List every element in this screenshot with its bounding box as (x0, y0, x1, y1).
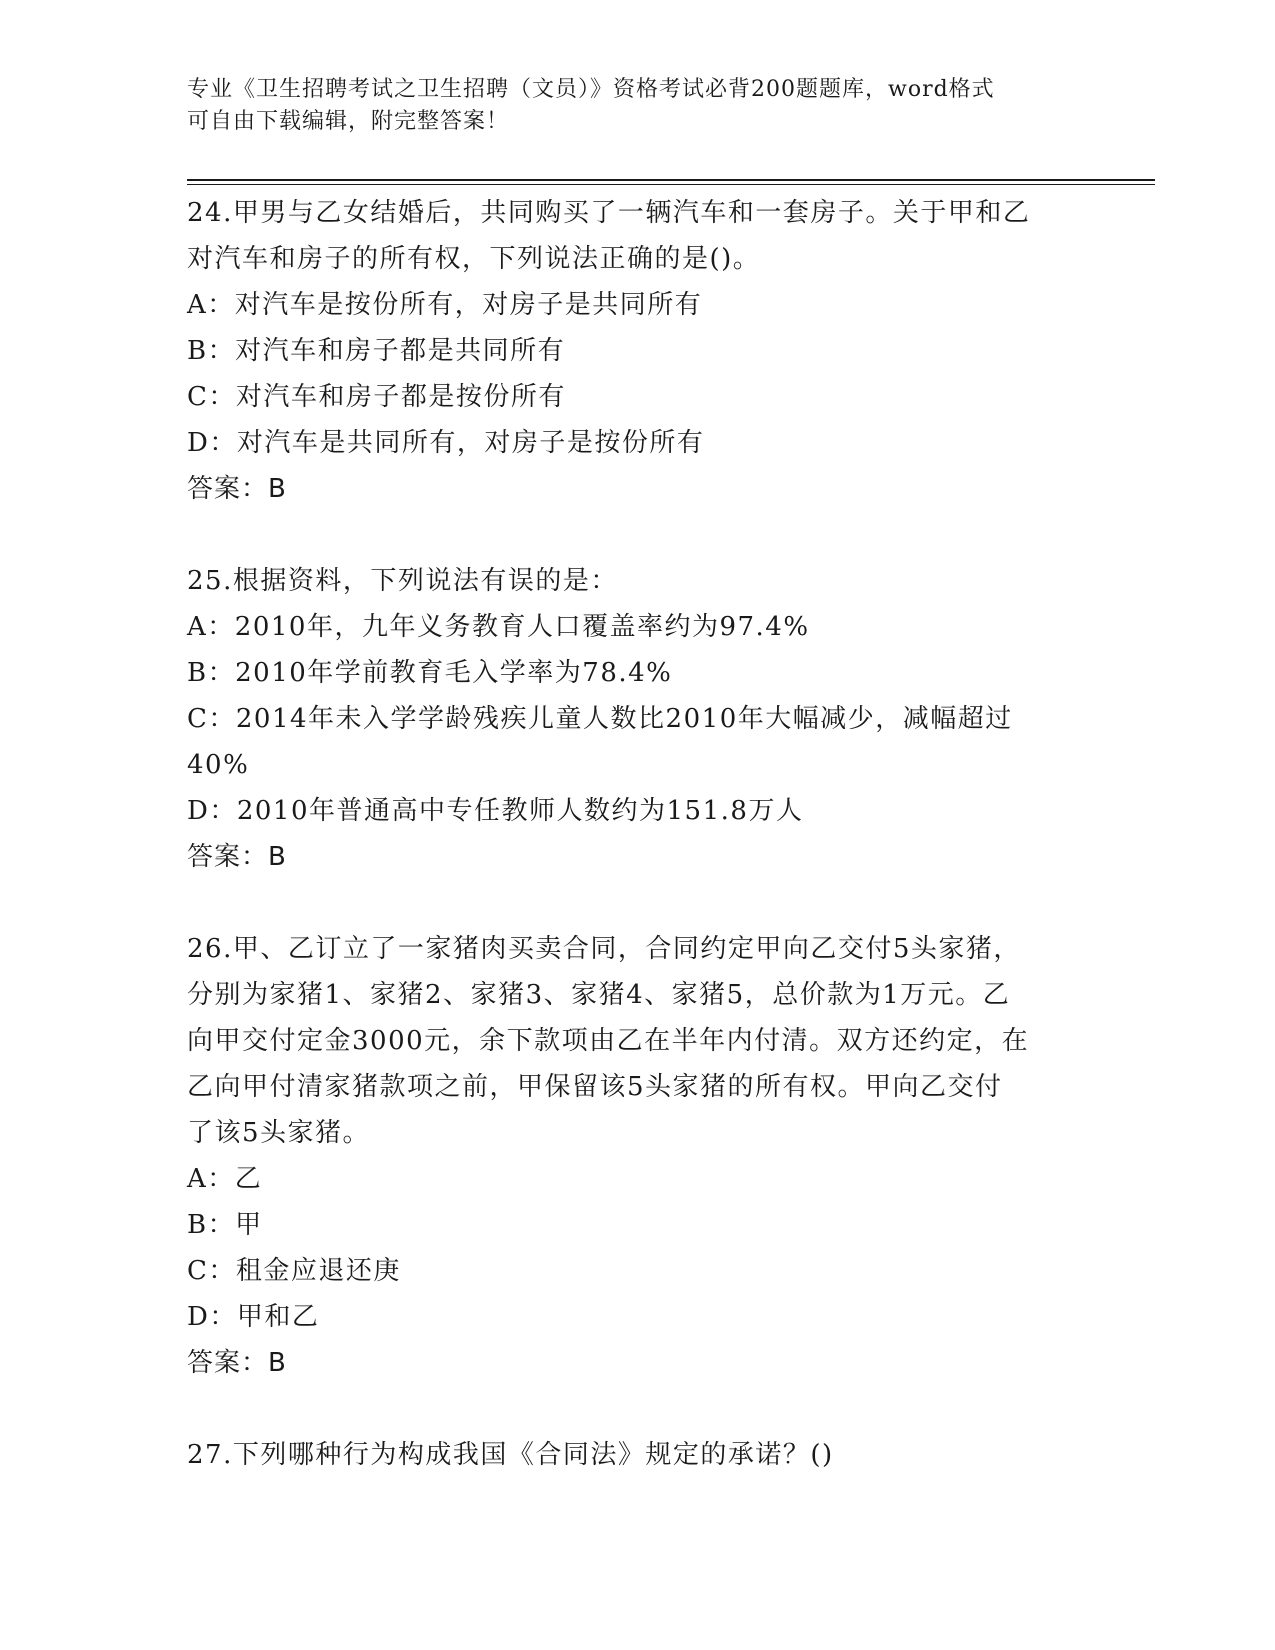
header-divider-thick (187, 179, 1155, 181)
spacer (187, 512, 1087, 558)
question-stem-line: 26.甲、乙订立了一家猪肉买卖合同，合同约定甲向乙交付5头家猪， (187, 934, 1021, 964)
option-c-continued: 40% (187, 750, 250, 780)
question-stem-line: 乙向甲付清家猪款项之前，甲保留该5头家猪的所有权。甲向乙交付 (187, 1072, 1003, 1102)
option-a: A：对汽车是按份所有，对房子是共同所有 (187, 290, 703, 320)
option-c: C：2014年未入学学龄残疾儿童人数比2010年大幅减少，减幅超过 (187, 704, 1013, 734)
option-d: D：甲和乙 (187, 1302, 320, 1332)
option-c: C：租金应退还庚 (187, 1256, 401, 1286)
option-b: B：甲 (187, 1210, 263, 1240)
option-a: A：2010年，九年义务教育人口覆盖率约为97.4% (187, 612, 810, 642)
question-stem-line: 24.甲男与乙女结婚后，共同购买了一辆汽车和一套房子。关于甲和乙 (187, 198, 1031, 228)
answer: 答案：B (187, 842, 287, 872)
question-stem-line: 了该5头家猪。 (187, 1118, 371, 1148)
question-stem-line: 25.根据资料，下列说法有误的是： (187, 566, 618, 596)
document-header (187, 74, 1087, 138)
question-25 (187, 558, 1087, 880)
option-d: D：对汽车是共同所有，对房子是按份所有 (187, 428, 705, 458)
spacer (187, 1386, 1087, 1432)
header-line-1: 专业《卫生招聘考试之卫生招聘（文员）》资格考试必背200题题库，word格式 (187, 77, 995, 102)
question-list (187, 190, 1087, 1478)
spacer (187, 880, 1087, 926)
question-27 (187, 1432, 1087, 1478)
header-line-2: 可自由下载编辑，附完整答案！ (187, 109, 510, 134)
option-b: B：2010年学前教育毛入学率为78.4% (187, 658, 673, 688)
answer: 答案：B (187, 1348, 287, 1378)
header-divider-thin (187, 184, 1155, 185)
question-stem-line: 对汽车和房子的所有权，下列说法正确的是()。 (187, 244, 761, 274)
question-24 (187, 190, 1087, 512)
option-d: D：2010年普通高中专任教师人数约为151.8万人 (187, 796, 804, 826)
question-26 (187, 926, 1087, 1386)
option-c: C：对汽车和房子都是按份所有 (187, 382, 566, 412)
question-stem-line: 27.下列哪种行为构成我国《合同法》规定的承诺？() (187, 1440, 834, 1470)
option-a: A：乙 (187, 1164, 263, 1194)
answer: 答案：B (187, 474, 287, 504)
question-stem-line: 分别为家猪1、家猪2、家猪3、家猪4、家猪5，总价款为1万元。乙 (187, 980, 1011, 1010)
option-b: B：对汽车和房子都是共同所有 (187, 336, 566, 366)
question-stem-line: 向甲交付定金3000元，余下款项由乙在半年内付清。双方还约定，在 (187, 1026, 1030, 1056)
